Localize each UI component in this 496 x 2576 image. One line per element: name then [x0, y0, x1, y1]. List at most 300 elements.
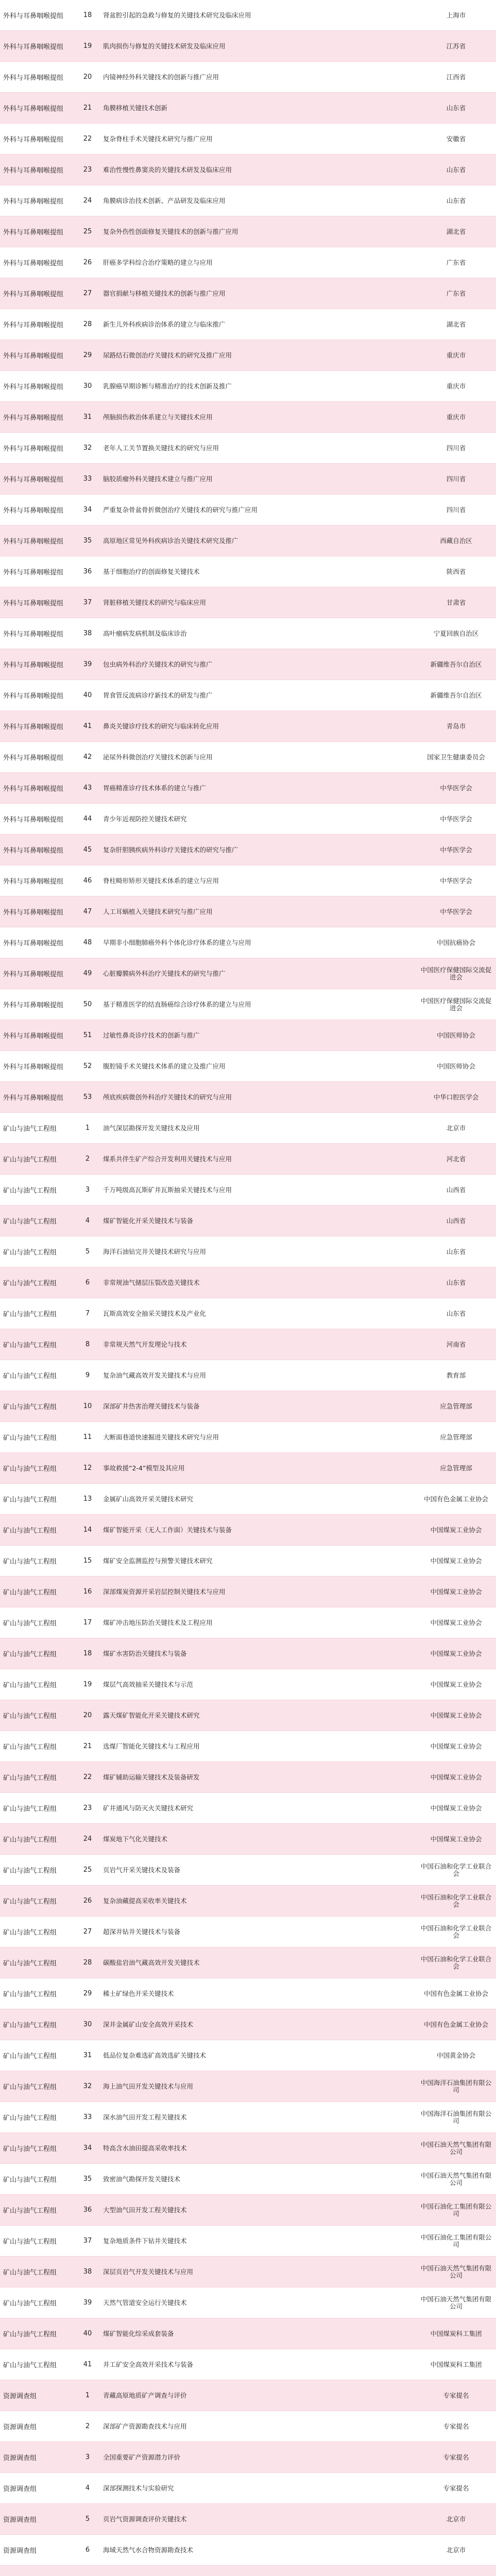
number-cell: 22 — [83, 1773, 92, 1781]
category-cell: 矿山与油气工程组 — [3, 2362, 57, 2369]
nominating-org-cell: 中国石油天然气集团有限公司 — [420, 2172, 492, 2187]
project-title-cell: 天然气管道安全运行关键技术 — [103, 2299, 187, 2307]
table-row — [0, 1886, 496, 1917]
number-cell: 24 — [83, 1835, 92, 1843]
nominating-org-cell: 河北省 — [446, 1155, 466, 1163]
category-cell: 矿山与油气工程组 — [3, 1805, 57, 1813]
nominating-org-cell: 新疆维吾尔自治区 — [430, 691, 482, 699]
table-row — [0, 1453, 496, 1484]
nominating-org-cell: 上海市 — [446, 11, 466, 19]
table-row — [0, 1051, 496, 1082]
nominating-org-cell: 中国煤炭工业协会 — [430, 1526, 482, 1534]
category-cell: 外科与耳鼻咽喉提组 — [3, 971, 64, 978]
number-cell: 21 — [83, 104, 92, 112]
table-row — [0, 155, 496, 185]
number-cell: 41 — [83, 2361, 92, 2368]
number-cell: 28 — [83, 1959, 92, 1967]
number-cell: 29 — [83, 351, 92, 359]
category-cell: 矿山与油气工程组 — [3, 2238, 57, 2246]
number-cell: 35 — [83, 2175, 92, 2183]
project-title-cell: 致密油气勘探开发关键技术 — [103, 2175, 181, 2183]
project-title-cell: 基于细胞治疗的创面修复关键技术 — [103, 568, 200, 575]
nominating-org-cell: 中国医师协会 — [436, 1062, 475, 1070]
nominating-org-cell: 安徽省 — [446, 135, 466, 143]
category-cell: 外科与耳鼻咽喉提组 — [3, 43, 64, 51]
number-cell: 6 — [85, 1279, 90, 1286]
category-cell: 矿山与油气工程组 — [3, 1929, 57, 1937]
table-row — [0, 247, 496, 278]
table-row — [0, 2071, 496, 2102]
project-title-cell: 复杂地质条件下钻井关键技术 — [103, 2237, 187, 2245]
table-row — [0, 2442, 496, 2473]
nominating-org-cell: 重庆市 — [446, 413, 466, 421]
project-title-cell: 全国重要矿产资源潜力评价 — [103, 2453, 181, 2461]
nominating-org-cell: 山东省 — [446, 104, 466, 112]
nominating-org-cell: 中国石油化工集团有限公司 — [420, 2202, 492, 2217]
project-title-cell: 肝癌多学科综合治疗策略的建立与应用 — [103, 259, 213, 266]
project-title-cell: 颅底疾病微创外科治疗关键技术的研究与应用 — [103, 1093, 232, 1101]
category-cell: 外科与耳鼻咽喉提组 — [3, 1094, 64, 1102]
table-row — [0, 1391, 496, 1422]
number-cell: 4 — [85, 1217, 90, 1225]
project-title-cell: 稀土矿绿色开采关键技术 — [103, 1990, 174, 1997]
nominating-org-cell: 中国煤炭工业协会 — [430, 1711, 482, 1719]
nominating-org-cell: 专家提名 — [443, 2392, 469, 2399]
table-row — [0, 989, 496, 1020]
project-title-cell: 胃癌精准诊疗技术体系的建立与推广 — [103, 784, 207, 792]
project-title-cell: 煤矿水害防治关键技术与装备 — [103, 1650, 187, 1657]
nominating-org-cell: 山东省 — [446, 1310, 466, 1317]
project-title-cell: 煤矿智能化综采成套装备 — [103, 2330, 174, 2337]
nominating-org-cell: 中国煤炭工业协会 — [430, 1588, 482, 1596]
project-title-cell: 肌肉损伤与修复的关键技术研发及临床应用 — [103, 42, 226, 50]
category-cell: 矿山与油气工程组 — [3, 1434, 57, 1442]
number-cell: 48 — [83, 939, 92, 946]
nominating-org-cell: 专家提名 — [443, 2453, 469, 2461]
project-title-cell: 油气深层勘探开发关键技术及应用 — [103, 1124, 200, 1132]
table-row — [0, 1113, 496, 1144]
category-cell: 外科与耳鼻咽喉提组 — [3, 754, 64, 762]
category-cell: 矿山与油气工程组 — [3, 2331, 57, 2338]
category-cell: 外科与耳鼻咽喉提组 — [3, 909, 64, 917]
number-cell: 2 — [85, 1155, 90, 1163]
table-row — [0, 93, 496, 124]
category-cell: 外科与耳鼻咽喉提组 — [3, 136, 64, 144]
table-row — [0, 1144, 496, 1175]
category-cell: 矿山与油气工程组 — [3, 1496, 57, 1504]
category-cell: 外科与耳鼻咽喉提组 — [3, 383, 64, 391]
table-row — [0, 1824, 496, 1855]
nominating-org-cell: 中国石油和化学工业联合会 — [420, 1955, 492, 1970]
table-row — [0, 835, 496, 866]
nominating-org-cell: 中国医疗保健国际交流促进会 — [420, 966, 492, 981]
category-cell: 外科与耳鼻咽喉提组 — [3, 847, 64, 855]
table-row — [0, 0, 496, 31]
category-cell: 矿山与油气工程组 — [3, 2022, 57, 2029]
category-cell: 矿山与油气工程组 — [3, 2145, 57, 2153]
number-cell: 20 — [83, 73, 92, 81]
category-cell: 矿山与油气工程组 — [3, 2176, 57, 2184]
table-row — [0, 124, 496, 155]
category-cell: 外科与耳鼻咽喉提组 — [3, 692, 64, 700]
table-row — [0, 185, 496, 216]
table-row — [0, 680, 496, 711]
number-cell: 19 — [83, 1681, 92, 1688]
nominating-org-cell: 重庆市 — [446, 351, 466, 359]
table-row — [0, 866, 496, 896]
table-row — [0, 371, 496, 402]
nominating-org-cell: 甘肃省 — [446, 599, 466, 606]
table-row — [0, 773, 496, 804]
number-cell: 51 — [83, 1031, 92, 1039]
project-title-cell: 早期非小细胞肺癌外科个体化诊疗体系的建立与应用 — [103, 939, 251, 946]
category-cell: 矿山与油气工程组 — [3, 1187, 57, 1195]
nominating-org-cell: 专家提名 — [443, 2422, 469, 2430]
number-cell: 27 — [83, 290, 92, 297]
category-cell: 矿山与油气工程组 — [3, 1682, 57, 1689]
project-title-cell: 千万吨级高瓦斯矿井瓦斯抽采关键技术与应用 — [103, 1186, 232, 1194]
nominating-org-cell: 中国有色金属工业协会 — [423, 2021, 488, 2028]
nominating-org-cell: 江苏省 — [446, 42, 466, 50]
project-title-cell: 海域天然气水合物资源勘查技术 — [103, 2546, 194, 2554]
nominating-org-cell: 中国石油和化学工业联合会 — [420, 1893, 492, 1908]
project-title-cell: 人工耳蜗植入关键技术研究与推广应用 — [103, 908, 213, 916]
table-row — [0, 2411, 496, 2442]
nominating-org-cell: 中华医学会 — [440, 846, 472, 854]
number-cell: 30 — [83, 382, 92, 390]
table-row — [0, 711, 496, 742]
category-cell: 外科与耳鼻咽喉提组 — [3, 631, 64, 638]
category-cell: 外科与耳鼻咽喉提组 — [3, 198, 64, 206]
nominating-org-cell: 中国煤炭科工集团 — [430, 2361, 482, 2368]
number-cell: 47 — [83, 908, 92, 916]
nominating-org-cell: 广东省 — [446, 290, 466, 297]
number-cell: 38 — [83, 630, 92, 637]
category-cell: 矿山与油气工程组 — [3, 2053, 57, 2060]
number-cell: 39 — [83, 660, 92, 668]
category-cell: 矿山与油气工程组 — [3, 1620, 57, 1628]
project-title-cell: 煤矿安全监测监控与预警关键技术研究 — [103, 1557, 213, 1565]
project-title-cell: 深部矿井热害治理关键技术与装备 — [103, 1402, 200, 1410]
table-row — [0, 2226, 496, 2257]
number-cell: 4 — [85, 2484, 90, 2492]
nominating-org-cell: 中国石油天然气集团有限公司 — [420, 2264, 492, 2279]
project-title-cell: 深部煤炭资源开采岩层控制关键技术与应用 — [103, 1588, 226, 1596]
project-title-cell: 露天煤矿智能化开采关键技术研究 — [103, 1711, 200, 1719]
table-row — [0, 1793, 496, 1824]
category-cell: 外科与耳鼻咽喉提组 — [3, 229, 64, 236]
number-cell: 7 — [85, 1310, 90, 1317]
category-cell: 矿山与油气工程组 — [3, 2269, 57, 2277]
category-cell: 矿山与油气工程组 — [3, 1713, 57, 1720]
nominating-org-cell: 山东省 — [446, 197, 466, 205]
table-row — [0, 1669, 496, 1700]
number-cell: 28 — [83, 320, 92, 328]
project-title-cell: 煤系共伴生矿产综合开发利用关键技术与应用 — [103, 1155, 232, 1163]
number-cell: 24 — [83, 197, 92, 205]
nominating-org-cell: 中国有色金属工业协会 — [423, 1990, 488, 1997]
table-row — [0, 2287, 496, 2318]
number-cell: 33 — [83, 2113, 92, 2121]
table-row — [0, 1978, 496, 2009]
nominating-org-cell: 中国石油化工集团有限公司 — [420, 2233, 492, 2248]
nominating-org-cell: 北京市 — [446, 2515, 466, 2523]
project-title-cell: 大型油气田开发工程关键技术 — [103, 2206, 187, 2214]
nominating-org-cell: 山东省 — [446, 166, 466, 174]
nominating-org-cell: 四川省 — [446, 506, 466, 514]
category-cell: 矿山与油气工程组 — [3, 1743, 57, 1751]
number-cell: 15 — [83, 1557, 92, 1565]
number-cell: 27 — [83, 1928, 92, 1936]
table-row — [0, 2102, 496, 2133]
table-row — [0, 587, 496, 618]
category-cell: 矿山与油气工程组 — [3, 1342, 57, 1349]
number-cell: 36 — [83, 2206, 92, 2214]
nominating-org-cell: 湖北省 — [446, 228, 466, 235]
project-title-cell: 高叶瘤病发病机制及临床诊治 — [103, 630, 187, 637]
project-title-cell: 金属矿山高效开采关键技术研究 — [103, 1495, 194, 1503]
project-title-cell: 青少年近视防控关键技术研究 — [103, 815, 187, 823]
project-title-cell: 特高含水油田提高采收率技术 — [103, 2144, 187, 2152]
project-title-cell: 脑胶质瘤外科关键技术建立与推广应用 — [103, 475, 213, 483]
table-row — [0, 1577, 496, 1607]
number-cell: 29 — [83, 1990, 92, 1997]
category-cell: 矿山与油气工程组 — [3, 1218, 57, 1226]
number-cell: 53 — [83, 1093, 92, 1101]
project-title-cell: 海洋石油钻完井关键技术研究与应用 — [103, 1248, 207, 1256]
category-cell: 矿山与油气工程组 — [3, 1465, 57, 1473]
project-title-cell: 事故救援“2-4”模型及其应用 — [103, 1464, 185, 1472]
nominating-org-cell: 中国黄金协会 — [436, 2052, 475, 2059]
number-cell: 18 — [83, 1650, 92, 1657]
number-cell: 25 — [83, 1866, 92, 1874]
project-title-cell: 选煤厂智能化关键技术与工程应用 — [103, 1742, 200, 1750]
number-cell: 34 — [83, 506, 92, 514]
table-row — [0, 2380, 496, 2411]
project-title-cell: 深水油气田开发工程关键技术 — [103, 2113, 187, 2121]
category-cell: 矿山与油气工程组 — [3, 1991, 57, 1998]
number-cell: 21 — [83, 1742, 92, 1750]
nominating-org-cell: 中华医学会 — [440, 784, 472, 792]
number-cell: 37 — [83, 599, 92, 606]
project-title-cell: 青藏高原地质矿产调查与评价 — [103, 2392, 187, 2399]
category-cell: 外科与耳鼻咽喉提组 — [3, 600, 64, 607]
nominating-org-cell: 中国海洋石油集团有限公司 — [420, 2110, 492, 2125]
number-cell: 13 — [83, 1495, 92, 1503]
table-row — [0, 804, 496, 835]
nominating-org-cell: 重庆市 — [446, 382, 466, 390]
number-cell: 25 — [83, 228, 92, 235]
nominating-org-cell: 新疆维吾尔自治区 — [430, 660, 482, 668]
category-cell: 矿山与油气工程组 — [3, 1403, 57, 1411]
project-title-cell: 大断面巷道快速掘进关键技术研究与应用 — [103, 1433, 219, 1441]
number-cell: 17 — [83, 1619, 92, 1626]
nominating-org-cell: 山东省 — [446, 1279, 466, 1286]
project-title-cell: 煤矿智能化开采关键技术与装备 — [103, 1217, 194, 1225]
nominating-org-cell: 陕西省 — [446, 568, 466, 575]
category-cell: 外科与耳鼻咽喉提组 — [3, 785, 64, 793]
number-cell: 31 — [83, 2052, 92, 2059]
project-title-cell: 器官捐献与移植关键技术的创新与推广应用 — [103, 290, 226, 297]
project-title-cell: 基于精准医学的结直肠癌综合诊疗体系的建立与应用 — [103, 1001, 251, 1008]
table-row — [0, 1638, 496, 1669]
nominating-org-cell: 江西省 — [446, 73, 466, 81]
number-cell: 6 — [85, 2546, 90, 2554]
nominating-org-cell: 中国煤炭工业协会 — [430, 1681, 482, 1688]
table-row — [0, 31, 496, 62]
project-title-cell: 老年人工关节置换关键技术的研究与应用 — [103, 444, 219, 452]
number-cell: 43 — [83, 784, 92, 792]
table-row — [0, 1082, 496, 1113]
number-cell: 52 — [83, 1062, 92, 1070]
table-row — [0, 2318, 496, 2349]
project-title-cell: 矿井通风与防灭火关键技术研究 — [103, 1804, 194, 1812]
project-title-cell: 非常规天然气开发理论与技术 — [103, 1341, 187, 1348]
nominating-org-cell: 中国煤炭工业协会 — [430, 1804, 482, 1812]
category-cell: 矿山与油气工程组 — [3, 1898, 57, 1906]
number-cell: 18 — [83, 11, 92, 19]
nominating-org-cell: 中国煤炭工业协会 — [430, 1650, 482, 1657]
nominating-org-cell: 中国石油天然气集团有限公司 — [420, 2141, 492, 2156]
number-cell: 23 — [83, 166, 92, 174]
category-cell: 矿山与油气工程组 — [3, 2300, 57, 2308]
table-row — [0, 495, 496, 526]
category-cell: 外科与耳鼻咽喉提组 — [3, 1063, 64, 1071]
nominating-org-cell: 中国医疗保健国际交流促进会 — [420, 997, 492, 1012]
project-title-cell: 胃食管反流病诊疗新技术的研发与推广 — [103, 691, 213, 699]
table-row — [0, 1515, 496, 1546]
category-cell: 资源调查组 — [3, 2393, 37, 2400]
number-cell: 26 — [83, 1897, 92, 1905]
table-row — [0, 742, 496, 773]
number-cell: 45 — [83, 846, 92, 854]
category-cell: 外科与耳鼻咽喉提组 — [3, 723, 64, 731]
nominating-org-cell: 中国医师协会 — [436, 1031, 475, 1039]
table-row — [0, 1731, 496, 1762]
category-cell: 外科与耳鼻咽喉提组 — [3, 12, 64, 20]
category-cell: 矿山与油气工程组 — [3, 1836, 57, 1844]
table-row — [0, 2164, 496, 2195]
table-row — [0, 2566, 496, 2576]
number-cell: 36 — [83, 568, 92, 575]
nominating-org-cell: 宁夏回族自治区 — [433, 630, 479, 637]
project-title-cell: 深部矿产资源勘查技术与应用 — [103, 2422, 187, 2430]
table-row — [0, 1700, 496, 1731]
project-title-cell: 脊柱畸形矫形关键技术体系的建立与应用 — [103, 877, 219, 885]
table-row — [0, 1546, 496, 1577]
project-title-cell: 煤层气高效抽采关键技术与示范 — [103, 1681, 194, 1688]
project-title-cell: 高原地区常见外科疾病诊治关键技术研究及推广 — [103, 537, 238, 545]
table-row — [0, 1267, 496, 1298]
category-cell: 外科与耳鼻咽喉提组 — [3, 662, 64, 669]
project-title-cell: 尿路结石微创治疗关键技术的研究及推广应用 — [103, 351, 232, 359]
project-title-cell: 角膜病诊治技术创新、产品研发及临床应用 — [103, 197, 226, 205]
project-title-cell: 瓦斯高效安全抽采关键技术及产业化 — [103, 1310, 207, 1317]
category-cell: 外科与耳鼻咽喉提组 — [3, 1032, 64, 1040]
table-row — [0, 1917, 496, 1947]
number-cell: 44 — [83, 815, 92, 823]
number-cell: 5 — [85, 2515, 90, 2523]
project-title-cell: 腹腔镜手术关键技术体系的建立及推广应用 — [103, 1062, 226, 1070]
category-cell: 外科与耳鼻咽喉提组 — [3, 445, 64, 453]
nominating-org-cell: 中国有色金属工业协会 — [423, 1495, 488, 1503]
number-cell: 49 — [83, 970, 92, 977]
nominating-org-cell: 中国煤炭工业协会 — [430, 1742, 482, 1750]
table-row — [0, 464, 496, 495]
nominating-org-cell: 中华医学会 — [440, 815, 472, 823]
table-row — [0, 433, 496, 464]
nominating-org-cell: 中国煤炭工业协会 — [430, 1835, 482, 1843]
nominating-org-cell: 应急管理部 — [440, 1433, 472, 1441]
table-row — [0, 896, 496, 927]
number-cell: 34 — [83, 2144, 92, 2152]
table-row — [0, 1329, 496, 1360]
number-cell: 3 — [85, 2453, 90, 2461]
nominating-org-cell: 四川省 — [446, 444, 466, 452]
nominating-org-cell: 中国石油天然气集团有限公司 — [420, 2295, 492, 2310]
nominating-org-cell: 湖北省 — [446, 320, 466, 328]
nominating-org-cell: 中国煤炭工业协会 — [430, 1773, 482, 1781]
number-cell: 1 — [85, 2392, 90, 2399]
nominating-org-cell: 应急管理部 — [440, 1464, 472, 1472]
table-row — [0, 618, 496, 649]
category-cell: 外科与耳鼻咽喉提组 — [3, 538, 64, 546]
number-cell: 20 — [83, 1711, 92, 1719]
category-cell: 矿山与油气工程组 — [3, 1372, 57, 1380]
table-row — [0, 1422, 496, 1453]
table-row — [0, 2009, 496, 2040]
project-title-cell: 深层页岩气开发关键技术与应用 — [103, 2268, 194, 2276]
category-cell: 外科与耳鼻咽喉提组 — [3, 352, 64, 360]
category-cell: 矿山与油气工程组 — [3, 2114, 57, 2122]
table-row — [0, 340, 496, 371]
category-cell: 外科与耳鼻咽喉提组 — [3, 321, 64, 329]
project-title-cell: 肾脏移植关键技术的研究与临床应用 — [103, 599, 207, 606]
number-cell: 2 — [85, 2422, 90, 2430]
number-cell: 3 — [85, 1186, 90, 1194]
nominating-org-cell: 中国海洋石油集团有限公司 — [420, 2079, 492, 2094]
table-row — [0, 1236, 496, 1267]
table-row — [0, 2133, 496, 2164]
project-title-cell: 煤炭地下气化关键技术 — [103, 1835, 168, 1843]
number-cell: 26 — [83, 259, 92, 266]
category-cell: 矿山与油气工程组 — [3, 1651, 57, 1658]
table-row — [0, 556, 496, 587]
table-row — [0, 216, 496, 247]
number-cell: 8 — [85, 1341, 90, 1348]
category-cell: 矿山与油气工程组 — [3, 1774, 57, 1782]
category-cell: 资源调查组 — [3, 2547, 37, 2555]
category-cell: 外科与耳鼻咽喉提组 — [3, 569, 64, 577]
table-row — [0, 1484, 496, 1515]
nominating-org-cell: 山西省 — [446, 1217, 466, 1225]
project-title-cell: 难治性慢性鼻窦炎的关键技术研发及临床应用 — [103, 166, 232, 174]
table-row — [0, 1360, 496, 1391]
category-cell: 外科与耳鼻咽喉提组 — [3, 260, 64, 267]
table-row — [0, 1855, 496, 1886]
number-cell: 12 — [83, 1464, 92, 1472]
nominating-org-cell: 中国煤炭工业协会 — [430, 1557, 482, 1565]
nominating-org-cell: 中华口腔医学会 — [433, 1093, 479, 1101]
project-title-cell: 泌尿外科微创治疗关键技术创新与应用 — [103, 753, 213, 761]
nominating-org-cell: 中国煤炭工业协会 — [430, 1619, 482, 1626]
project-title-cell: 复杂油气藏高效开发关键技术与应用 — [103, 1371, 207, 1379]
number-cell: 41 — [83, 722, 92, 730]
number-cell: 46 — [83, 877, 92, 885]
table-row — [0, 1020, 496, 1051]
number-cell: 40 — [83, 2330, 92, 2337]
table-row — [0, 958, 496, 989]
